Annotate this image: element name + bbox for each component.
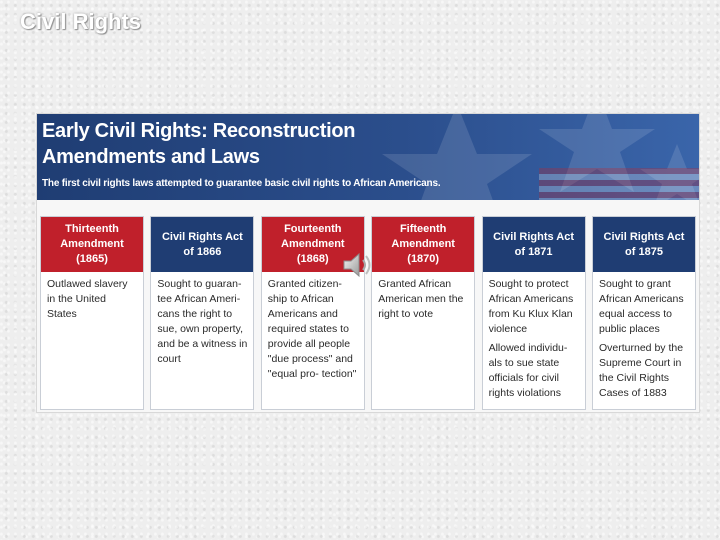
figure-banner xyxy=(37,114,699,200)
column-heading-line: Civil Rights Act xyxy=(603,230,685,243)
column-heading-line: Amendment xyxy=(281,238,345,250)
figure-title-line1: Early Civil Rights: Reconstruction xyxy=(42,120,356,142)
column-body xyxy=(483,272,585,401)
speaker-icon[interactable] xyxy=(341,250,375,280)
column-body-text: Granted African American men the right to vote xyxy=(378,278,464,320)
column-body-text: Allowed individu- als to sue state officials for civil rights violations xyxy=(488,342,568,399)
timeline-columns xyxy=(40,216,696,410)
column-body xyxy=(262,272,364,382)
column-heading-line: Fifteenth xyxy=(399,223,447,235)
column-body-text: Overturned by the Supreme Court in the Civil Rights Cases of 1883 xyxy=(599,342,684,399)
column-heading-line: Thirteenth xyxy=(65,223,119,235)
column-heading-line: (1868) xyxy=(296,253,329,265)
column-heading-line: Civil Rights Act xyxy=(493,230,575,243)
column-body xyxy=(372,272,474,322)
timeline-column xyxy=(592,216,696,410)
column-heading xyxy=(372,217,474,272)
column-body-text: Sought to protect African Americans from Ku Klux Klan violence xyxy=(488,278,574,335)
column-heading xyxy=(151,217,253,272)
column-body xyxy=(151,272,253,367)
column-body xyxy=(593,272,695,401)
timeline-column xyxy=(150,216,254,410)
column-heading-line: (1870) xyxy=(407,253,440,265)
column-heading-line: Amendment xyxy=(391,238,455,250)
figure-title-line2: Amendments and Laws xyxy=(42,146,260,168)
column-heading-line: Fourteenth xyxy=(284,223,342,235)
figure-subtitle: The first civil rights laws attempted to guarantee basic civil rights to African Americans. xyxy=(42,178,441,189)
timeline-column xyxy=(261,216,365,410)
column-heading-line: of 1871 xyxy=(514,245,553,258)
figure-title xyxy=(42,118,502,170)
column-heading xyxy=(593,217,695,272)
column-heading xyxy=(41,217,143,272)
timeline-column xyxy=(40,216,144,410)
column-body-text: Granted citizen- ship to African Americans and required states to provide all people "due process" and "equal pro- tection" xyxy=(267,278,357,380)
column-body xyxy=(41,272,143,322)
column-heading-line: of 1866 xyxy=(183,245,222,258)
flag-stripes xyxy=(539,168,699,200)
column-body-text: Sought to guaran- tee African Ameri- cans the right to sue, own property, and be a witness in court xyxy=(157,278,248,365)
column-heading xyxy=(483,217,585,272)
slide-title: Civil Rights xyxy=(20,9,142,34)
column-heading-line: of 1875 xyxy=(625,245,663,258)
column-heading-line: Amendment xyxy=(60,238,124,250)
column-heading-line: (1865) xyxy=(76,253,108,265)
column-body-text: Outlawed slavery in the United States xyxy=(47,278,128,320)
column-body-text: Sought to grant African Americans equal access to public places xyxy=(599,278,684,335)
column-heading-line: Civil Rights Act xyxy=(161,230,243,243)
timeline-column xyxy=(371,216,475,410)
timeline-column xyxy=(482,216,586,410)
